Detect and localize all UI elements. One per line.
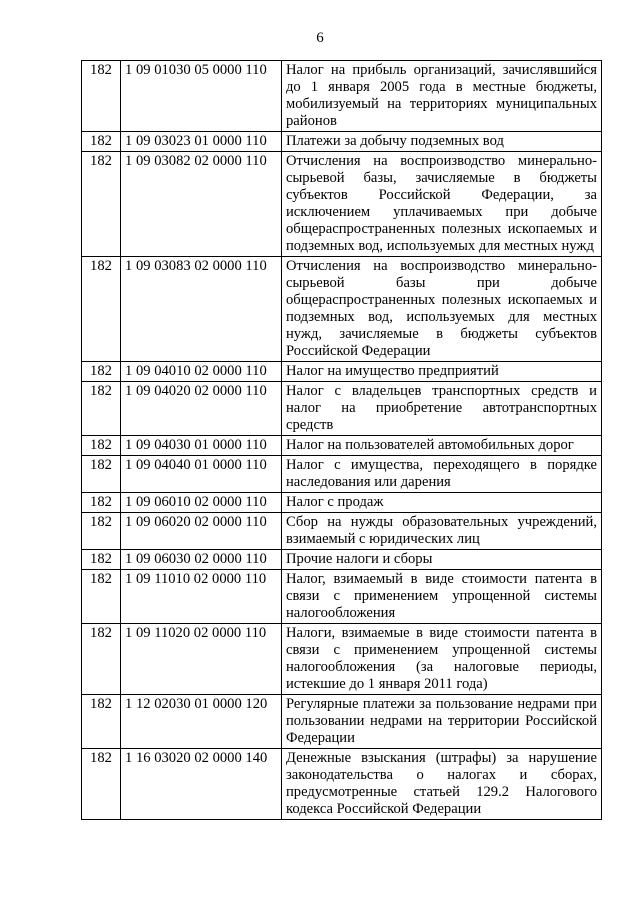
page-number: 6: [316, 30, 324, 46]
admin-code-cell: 182: [82, 493, 121, 513]
admin-code-cell: 182: [82, 513, 121, 550]
revenue-name-cell: Сбор на нужды образовательных учреждений, взимаемый с юридических лиц: [282, 513, 602, 550]
admin-code-cell: 182: [82, 436, 121, 456]
admin-code-cell: 182: [82, 132, 121, 152]
admin-code-cell: 182: [82, 550, 121, 570]
revenue-name-cell: Денежные взыскания (штрафы) за нарушение законодательства о налогах и сборах, предусмотренные статьей 129.2 Налогового кодекса Российской Федерации: [282, 749, 602, 820]
budget-code-cell: 1 09 04010 02 0000 110: [121, 362, 282, 382]
revenue-name-cell: Налог, взимаемый в виде стоимости патента в связи с применением упрощенной системы налогообложения: [282, 570, 602, 624]
budget-code-cell: 1 09 11020 02 0000 110: [121, 624, 282, 695]
budget-code-cell: 1 09 06010 02 0000 110: [121, 493, 282, 513]
table-row: [82, 624, 602, 695]
budget-code-cell: 1 09 04030 01 0000 110: [121, 436, 282, 456]
revenue-name-cell: Налог на прибыль организаций, зачислявшийся до 1 января 2005 года в местные бюджеты, мобилизуемый на территориях муниципальных районов: [282, 61, 602, 132]
table-row: [82, 382, 602, 436]
admin-code-cell: 182: [82, 749, 121, 820]
table-row: [82, 749, 602, 820]
table-row: [82, 257, 602, 362]
budget-code-cell: 1 09 11010 02 0000 110: [121, 570, 282, 624]
budget-code-cell: 1 09 01030 05 0000 110: [121, 61, 282, 132]
table-row: [82, 513, 602, 550]
admin-code-cell: 182: [82, 362, 121, 382]
budget-code-cell: 1 09 03023 01 0000 110: [121, 132, 282, 152]
budget-code-cell: 1 12 02030 01 0000 120: [121, 695, 282, 749]
budget-code-cell: 1 09 03082 02 0000 110: [121, 152, 282, 257]
budget-code-cell: 1 09 06020 02 0000 110: [121, 513, 282, 550]
admin-code-cell: 182: [82, 257, 121, 362]
revenue-name-cell: Налог с владельцев транспортных средств и налог на приобретение автотранспортных средств: [282, 382, 602, 436]
budget-code-cell: 1 16 03020 02 0000 140: [121, 749, 282, 820]
admin-code-cell: 182: [82, 382, 121, 436]
revenue-name-cell: Прочие налоги и сборы: [282, 550, 602, 570]
table-body: [82, 61, 602, 820]
budget-code-cell: 1 09 06030 02 0000 110: [121, 550, 282, 570]
revenue-name-cell: Отчисления на воспроизводство минерально-сырьевой базы, зачисляемые в бюджеты субъектов Российской Федерации, за исключением уплачиваемых при добыче общераспространенных полезных ископаемых и подземных вод, используемых для местных нужд: [282, 152, 602, 257]
revenue-name-cell: Налоги, взимаемые в виде стоимости патента в связи с применением упрощенной системы налогообложения (за налоговые периоды, истекшие до 1 января 2011 года): [282, 624, 602, 695]
table-row: [82, 61, 602, 132]
revenue-name-cell: Отчисления на воспроизводство минерально-сырьевой базы при добыче общераспространенных полезных ископаемых и подземных вод, используемых для местных нужд, зачисляемые в бюджеты субъектов Российской Федерации: [282, 257, 602, 362]
table-row: [82, 570, 602, 624]
revenue-name-cell: Налог с продаж: [282, 493, 602, 513]
budget-code-cell: 1 09 04020 02 0000 110: [121, 382, 282, 436]
revenue-name-cell: Налог на имущество предприятий: [282, 362, 602, 382]
table-row: [82, 436, 602, 456]
table-row: [82, 493, 602, 513]
table-row: [82, 695, 602, 749]
table-row: [82, 362, 602, 382]
admin-code-cell: 182: [82, 624, 121, 695]
admin-code-cell: 182: [82, 152, 121, 257]
admin-code-cell: 182: [82, 61, 121, 132]
budget-classification-table: [81, 60, 602, 820]
table-row: [82, 132, 602, 152]
revenue-name-cell: Регулярные платежи за пользование недрами при пользовании недрами на территории Российской Федерации: [282, 695, 602, 749]
budget-code-cell: 1 09 04040 01 0000 110: [121, 456, 282, 493]
admin-code-cell: 182: [82, 570, 121, 624]
admin-code-cell: 182: [82, 695, 121, 749]
table-row: [82, 550, 602, 570]
table-row: [82, 456, 602, 493]
revenue-name-cell: Налог с имущества, переходящего в порядке наследования или дарения: [282, 456, 602, 493]
table-row: [82, 152, 602, 257]
revenue-name-cell: Налог на пользователей автомобильных дорог: [282, 436, 602, 456]
revenue-name-cell: Платежи за добычу подземных вод: [282, 132, 602, 152]
budget-code-cell: 1 09 03083 02 0000 110: [121, 257, 282, 362]
admin-code-cell: 182: [82, 456, 121, 493]
